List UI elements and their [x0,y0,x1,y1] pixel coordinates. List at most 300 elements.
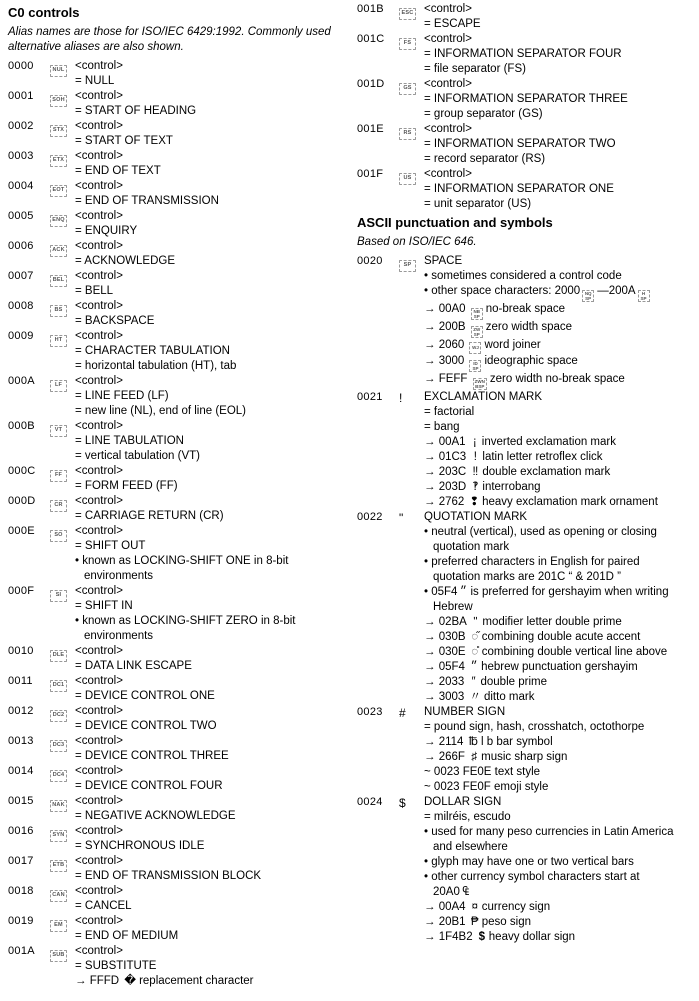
cross-reference-line: → 2114 ℔ l b bar symbol [424,735,553,748]
bullet-prefix-glyph: • [424,555,432,568]
character-name: <control> [424,3,472,15]
glyph-cell [399,2,424,20]
char-entry-0004 [8,179,349,209]
xref-prefix-glyph: → [424,450,439,463]
alias-prefix-glyph: = [75,285,85,297]
referenced-character-glyph: 〃 [469,690,481,703]
continuation-line: environments [84,630,154,642]
cross-reference-line: → 00A1 ¡ inverted exclamation mark [424,435,616,448]
control-abbr-box: BS [50,305,67,317]
var-prefix-glyph: ~ [424,780,434,793]
alias-line: = file separator (FS) [424,63,526,75]
code-point: 0010 [8,645,34,657]
code-point: 0005 [8,210,34,222]
alias-prefix-glyph: = [75,960,85,972]
xref-prefix-glyph: → [424,465,439,478]
alias-line: = BACKSPACE [75,315,155,327]
alias-line: = DEVICE CONTROL TWO [75,720,217,732]
char-entry-0023 [357,705,698,795]
code-point: 000B [8,420,35,432]
alias-line: = END OF TRANSMISSION [75,195,219,207]
code-point: 001A [8,945,35,957]
control-abbr-box: DC1 [50,680,67,692]
alias-line: = SUBSTITUTE [75,960,157,972]
alias-prefix-glyph: = [75,660,85,672]
entry-lines [75,824,349,854]
alias-prefix-glyph: = [75,930,85,942]
cross-reference-line: → 203C ‼ double exclamation mark [424,465,611,478]
entry-lines [75,89,349,119]
column-1 [8,2,349,989]
variation-sequence-line: ~ 0023 FE0E text style [424,765,541,778]
entry-lines [424,795,698,945]
entry-lines [424,510,698,705]
glyph-cell [399,122,424,140]
glyph-cell [50,914,75,932]
char-entry-0006 [8,239,349,269]
xref-prefix-glyph: → [424,915,439,928]
cross-reference-line: → 1F4B2 $ heavy dollar sign [424,930,576,943]
alias-prefix-glyph: = [424,810,434,823]
char-entry-0014 [8,764,349,794]
control-abbr-box: ETX [50,155,67,167]
xref-prefix-glyph: → [424,354,439,367]
cross-reference-line: → 030B ◌̋ combining double acute accent [424,630,641,643]
entry-lines [75,464,349,494]
note-line: alternative aliases are also shown. [8,41,184,53]
entry-lines [424,32,698,77]
alias-prefix-glyph: = [75,195,85,207]
cross-reference-line: → 2060 WJ word joiner [424,338,698,354]
code-point: 0024 [357,795,383,808]
control-abbr-box: DC4 [50,770,67,782]
entry-lines [75,494,349,524]
code-point: 001F [357,168,384,180]
glyph-cell [50,89,75,107]
char-entry-0001 [8,89,349,119]
char-entry-0017 [8,854,349,884]
xref-prefix-glyph: → [424,735,439,748]
referenced-character-glyph: ״ [459,585,467,598]
control-abbr-box: LF [50,380,67,392]
glyph-cell [399,254,424,272]
character-glyph: ! [399,390,403,405]
alias-line: = DATA LINK ESCAPE [75,660,192,672]
entry-lines [75,374,349,419]
character-name: SPACE [424,255,463,267]
section-note [357,235,698,250]
character-glyph: # [399,705,406,720]
control-abbr-box: ACK [50,245,67,257]
alias-prefix-glyph: = [424,48,434,60]
alias-line: = CHARACTER TABULATION [75,345,230,357]
bullet-prefix-glyph: • [424,870,432,883]
cross-reference-line: → 266F ♯ music sharp sign [424,750,568,763]
alias-prefix-glyph: = [424,720,434,733]
alias-line: = LINE TABULATION [75,435,184,447]
xref-prefix-glyph: → [424,930,439,943]
comment-line: • sometimes considered a control code [424,270,622,282]
char-entry-0022 [357,510,698,705]
alias-line: = END OF MEDIUM [75,930,179,942]
char-entry-001A [8,944,349,989]
glyph-cell [50,584,75,602]
cross-reference-line: → 200B ZW SP zero width space [424,321,573,337]
alias-prefix-glyph: = [424,153,434,165]
character-name: <control> [75,855,123,867]
entry-lines [75,764,349,794]
entry-lines [75,854,349,884]
alias-line: = group separator (GS) [424,108,543,120]
xref-prefix-glyph: → [424,372,439,385]
cross-reference-line: → 203D ‽ interrobang [424,480,541,493]
glyph-cell [50,854,75,872]
alias-line: = LINE FEED (LF) [75,390,169,402]
entry-lines [424,167,698,212]
xref-prefix-glyph: → [424,615,439,628]
alias-prefix-glyph: = [75,255,85,267]
character-name: <control> [75,270,123,282]
entry-lines [75,644,349,674]
glyph-cell [399,510,424,526]
comment-line: • used for many peso currencies in Latin America [424,825,674,838]
alias-prefix-glyph: = [424,18,434,30]
space-char-box: H SP [638,290,650,302]
cross-reference-line: → 00A0 NB SP no-break space [424,303,566,319]
code-point: 0003 [8,150,34,162]
character-name: <control> [424,78,472,90]
entry-lines [75,329,349,374]
character-name: <control> [75,330,123,342]
referenced-character-glyph: ¤ [471,900,478,913]
code-point: 000E [8,525,35,537]
entry-lines [75,269,349,299]
character-name: <control> [75,675,123,687]
character-name: <control> [75,915,123,927]
alias-line: = CANCEL [75,900,132,912]
alias-line: = NULL [75,75,115,87]
code-point: 000F [8,585,35,597]
control-abbr-box: CAN [50,890,67,902]
comment-line: • known as LOCKING-SHIFT ZERO in 8-bit [75,615,296,627]
cross-reference-line: → FFFD � replacement character [75,975,254,987]
control-abbr-box: ETB [50,860,67,872]
alias-line: = CARRIAGE RETURN (CR) [75,510,224,522]
alias-prefix-glyph: = [75,405,85,417]
char-entry-0008 [8,299,349,329]
char-entry-0003 [8,149,349,179]
char-entry-000F [8,584,349,644]
glyph-cell [399,705,424,721]
continuation-line: quotation marks are 201C “ & 201D ” [433,570,621,583]
character-name: <control> [75,120,123,132]
char-entry-0019 [8,914,349,944]
alias-prefix-glyph: = [75,360,85,372]
character-name: <control> [75,585,123,597]
glyph-cell [50,824,75,842]
comment-line: • other space characters: 2000 NQ SP —200A H SP [424,284,698,302]
glyph-cell [50,329,75,347]
xref-prefix-glyph: → [424,321,439,333]
referenced-character-glyph: ¡ [472,435,477,448]
char-entry-000E [8,524,349,584]
comment-line: • glyph may have one or two vertical bars [424,855,634,868]
alias-line: = milréis, escudo [424,810,511,823]
space-char-box: ID SP [469,360,481,372]
control-abbr-box: RS [399,128,416,140]
xref-prefix-glyph: → [424,495,439,508]
code-point: 0000 [8,60,34,72]
cross-reference-line: → 030E ◌̎ combining double vertical line above [424,645,668,658]
alias-prefix-glyph: = [75,390,85,402]
control-abbr-box: FS [399,38,416,50]
code-point: 000A [8,375,35,387]
char-entry-0007 [8,269,349,299]
char-entry-0015 [8,794,349,824]
alias-prefix-glyph: = [75,165,85,177]
character-name: <control> [75,60,123,72]
character-name: <control> [75,90,123,102]
control-abbr-box: SO [50,530,67,542]
cross-reference-line: → 2033 ″ double prime [424,675,547,688]
entry-lines [75,419,349,464]
entry-lines [75,299,349,329]
xref-prefix-glyph: → [424,435,439,448]
alias-prefix-glyph: = [75,870,85,882]
control-abbr-box: US [399,173,416,185]
char-entry-0020 [357,254,698,390]
entry-lines [424,705,698,795]
char-entry-0024 [357,795,698,945]
character-name: <control> [75,795,123,807]
glyph-cell [50,704,75,722]
glyph-cell [50,644,75,662]
entry-lines [424,390,698,510]
continuation-line: quotation mark [433,540,510,553]
alias-prefix-glyph: = [75,225,85,237]
alias-line: = SHIFT OUT [75,540,146,552]
comment-line: • known as LOCKING-SHIFT ONE in 8-bit [75,555,289,567]
alias-line: = START OF HEADING [75,105,197,117]
referenced-character-glyph: ‽ [472,480,479,493]
control-abbr-box: NUL [50,65,67,77]
alias-prefix-glyph: = [75,600,85,612]
character-name: <control> [75,645,123,657]
control-abbr-box: BEL [50,275,67,287]
entry-lines [424,2,698,32]
character-name: <control> [75,300,123,312]
section-note [8,25,349,55]
section-heading: C0 controls [8,5,80,20]
glyph-cell [50,494,75,512]
bullet-prefix-glyph: • [424,825,432,838]
xref-prefix-glyph: → [424,645,439,658]
glyph-cell [50,179,75,197]
glyph-cell [50,419,75,437]
control-abbr-box: DLE [50,650,67,662]
character-name: <control> [75,885,123,897]
cross-reference-line: → 20B1 ₱ peso sign [424,915,531,928]
space-char-box: NQ SP [582,290,594,302]
glyph-cell [50,524,75,542]
cross-reference-line: → 3003 〃 ditto mark [424,690,535,703]
character-name: EXCLAMATION MARK [424,390,542,403]
alias-line: = bang [424,420,460,433]
referenced-character-glyph: ״ [470,660,478,673]
code-point: 0016 [8,825,34,837]
control-abbr-box: SUB [50,950,67,962]
control-abbr-box: EOT [50,185,67,197]
char-entry-001F [357,167,698,212]
alias-prefix-glyph: = [75,840,85,852]
alias-prefix-glyph: = [424,420,434,433]
referenced-character-glyph: � [124,975,137,987]
char-entry-000D [8,494,349,524]
alias-prefix-glyph: = [424,93,434,105]
xref-prefix-glyph: → [424,480,439,493]
bullet-prefix-glyph: • [424,525,432,538]
alias-prefix-glyph: = [75,450,85,462]
xref-prefix-glyph: → [424,900,439,913]
referenced-character-glyph: ℔ [468,735,479,748]
character-name: <control> [424,33,472,45]
char-entry-0010 [8,644,349,674]
cross-reference-line: → 3000 ID SP ideographic space [424,354,578,371]
control-abbr-box: SYN [50,830,67,842]
character-name: <control> [424,123,472,135]
glyph-cell [50,239,75,257]
char-entry-001C [357,32,698,77]
alias-line: = NEGATIVE ACKNOWLEDGE [75,810,236,822]
alias-prefix-glyph: = [75,315,85,327]
code-point: 001B [357,3,384,15]
referenced-character-glyph: ◌̋ [471,630,479,643]
code-point: 0014 [8,765,34,777]
continuation-line: environments [84,570,154,582]
entry-lines [424,254,698,390]
space-char-box: WJ [469,342,481,354]
cross-reference-line: → 00A4 ¤ currency sign [424,900,551,913]
character-glyph: " [399,510,404,525]
alias-prefix-glyph: = [75,435,85,447]
referenced-character-glyph: ″ [471,675,476,688]
alias-line: = INFORMATION SEPARATOR ONE [424,183,614,195]
space-char-box: NB SP [471,308,483,320]
glyph-cell [50,674,75,692]
char-entry-0000 [8,59,349,89]
alias-line: = INFORMATION SEPARATOR THREE [424,93,628,105]
alias-prefix-glyph: = [75,105,85,117]
xref-prefix-glyph: → [424,339,439,351]
glyph-cell [399,390,424,406]
char-entry-0012 [8,704,349,734]
alias-line: = DEVICE CONTROL FOUR [75,780,223,792]
character-name: <control> [75,825,123,837]
xref-prefix-glyph: → [424,303,439,315]
alias-prefix-glyph: = [424,183,434,195]
bullet-prefix-glyph: • [424,585,432,598]
char-entry-0005 [8,209,349,239]
referenced-character-glyph: ₱ [470,915,479,928]
character-name: <control> [75,465,123,477]
comment-line: • preferred characters in English for paired [424,555,640,568]
xref-prefix-glyph: → [424,675,439,688]
section-heading: ASCII punctuation and symbols [357,215,553,230]
char-entry-0011 [8,674,349,704]
alias-prefix-glyph: = [75,900,85,912]
control-abbr-box: DC2 [50,710,67,722]
alias-line: = ACKNOWLEDGE [75,255,176,267]
char-entry-001D [357,77,698,122]
code-point: 0013 [8,735,34,747]
character-name: <control> [75,180,123,192]
control-abbr-box: SP [399,260,416,272]
alias-prefix-glyph: = [424,198,434,210]
xref-prefix-glyph: → [424,690,439,703]
variation-sequence-line: ~ 0023 FE0F emoji style [424,780,549,793]
control-abbr-box: DC3 [50,740,67,752]
entry-lines [75,524,349,584]
character-name: QUOTATION MARK [424,510,528,523]
alias-line: = pound sign, hash, crosshatch, octothorpe [424,720,645,733]
code-point: 0022 [357,510,383,523]
comment-line: • other currency symbol characters start at [424,870,640,883]
alias-line: = horizontal tabulation (HT), tab [75,360,237,372]
character-name: <control> [75,765,123,777]
referenced-character-glyph: ʺ [473,615,478,628]
entry-lines [75,884,349,914]
code-point: 0017 [8,855,34,867]
xref-prefix-glyph: → [75,975,90,987]
bullet-prefix-glyph: • [424,270,432,282]
alias-line: = factorial [424,405,475,418]
char-entry-0013 [8,734,349,764]
control-abbr-box: SI [50,590,67,602]
control-abbr-box: ENQ [50,215,67,227]
glyph-cell [50,149,75,167]
glyph-cell [399,77,424,95]
alias-line: = DEVICE CONTROL THREE [75,750,229,762]
character-name: NUMBER SIGN [424,705,506,718]
entry-lines [75,584,349,644]
glyph-cell [50,464,75,482]
control-abbr-box: GS [399,83,416,95]
alias-line: = INFORMATION SEPARATOR TWO [424,138,616,150]
glyph-cell [50,269,75,287]
alias-prefix-glyph: = [75,750,85,762]
continuation-line: and elsewhere [433,840,508,853]
glyph-cell [50,59,75,77]
code-point: 0002 [8,120,34,132]
referenced-character-glyph: ₠ [462,885,470,898]
character-name: <control> [75,150,123,162]
comment-line: • neutral (vertical), used as opening or closing [424,525,657,538]
code-point: 0018 [8,885,34,897]
referenced-character-glyph: $ [478,930,485,943]
char-entry-000A [8,374,349,419]
glyph-cell [50,884,75,902]
code-point: 001C [357,33,385,45]
continuation-line: Hebrew [433,600,473,613]
entry-lines [75,149,349,179]
alias-prefix-glyph: = [75,345,85,357]
entry-lines [75,794,349,824]
alias-line: = END OF TRANSMISSION BLOCK [75,870,262,882]
control-abbr-box: ESC [399,8,416,20]
glyph-cell [399,32,424,50]
alias-prefix-glyph: = [424,63,434,75]
referenced-character-glyph: ǃ [473,450,477,463]
